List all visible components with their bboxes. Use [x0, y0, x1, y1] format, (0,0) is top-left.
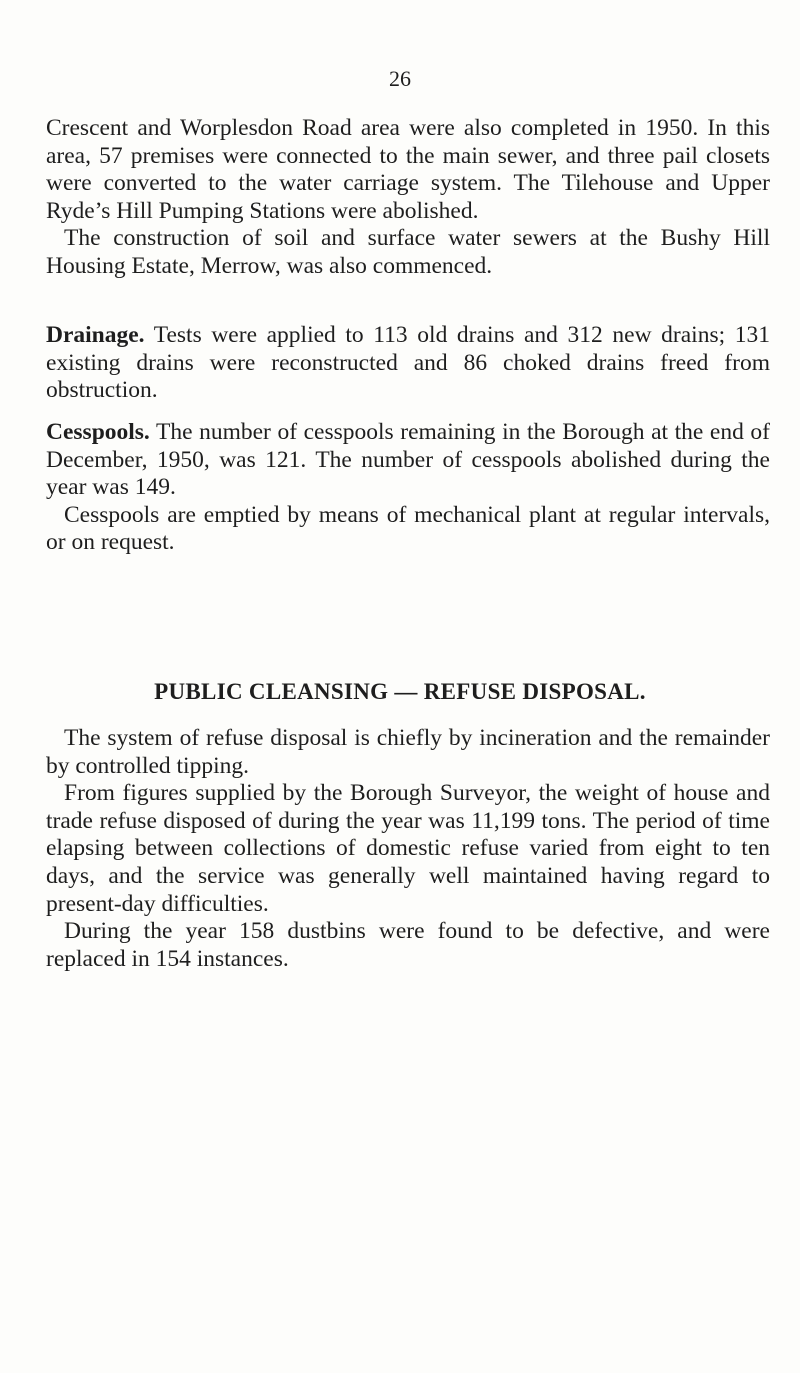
drainage-text: Tests were applied to 113 old drains and 312 new drains; 131 existing drains were reconstructed and 86 choked drains freed from obstruction.: [46, 322, 770, 404]
cesspools-text: The number of cesspools remaining in the Borough at the end of December, 1950, was 121. The number of cesspools abolished during the year was 149.: [46, 419, 770, 501]
drainage-paragraph: [46, 322, 770, 405]
drainage-lead: Drainage.: [46, 322, 145, 348]
drainage-section: [46, 322, 770, 405]
section-heading: PUBLIC CLEANSING — REFUSE DISPOSAL.: [154, 679, 646, 704]
refuse-paragraph-3: During the year 158 dustbins were found to be defective, and were replaced in 154 instances.: [46, 918, 770, 972]
page-number: 26: [389, 66, 411, 91]
sewers-section: [46, 115, 770, 281]
cesspools-paragraph-2: Cesspools are emptied by means of mechanical plant at regular intervals, or on request.: [46, 501, 770, 556]
cesspools-paragraph-1: [46, 419, 770, 502]
refuse-paragraph-2: From figures supplied by the Borough Surveyor, the weight of house and trade refuse disposed of during the year was 11,199 tons. The period of time elapsing between collections of domestic refuse varied from eight to ten days, and the service was generally well maintained having regard to present-day difficulties.: [46, 780, 770, 917]
refuse-paragraph-1: The system of refuse disposal is chiefly by incineration and the remainder by controlled tipping.: [46, 725, 770, 779]
cesspools-lead: Cesspools.: [46, 419, 150, 445]
sewers-paragraph-1: Crescent and Worplesdon Road area were also completed in 1950. In this area, 57 premises were connected to the main sewer, and three pail closets were converted to the water carriage system. The Tilehouse and Upper Ryde’s Hill Pumping Stations were abolished.: [46, 115, 770, 224]
public-cleansing-section: [46, 725, 770, 973]
cesspools-section: [46, 419, 770, 557]
sewers-paragraph-2: The construction of soil and surface water sewers at the Bushy Hill Housing Estate, Merrow, was also commenced.: [46, 225, 770, 279]
